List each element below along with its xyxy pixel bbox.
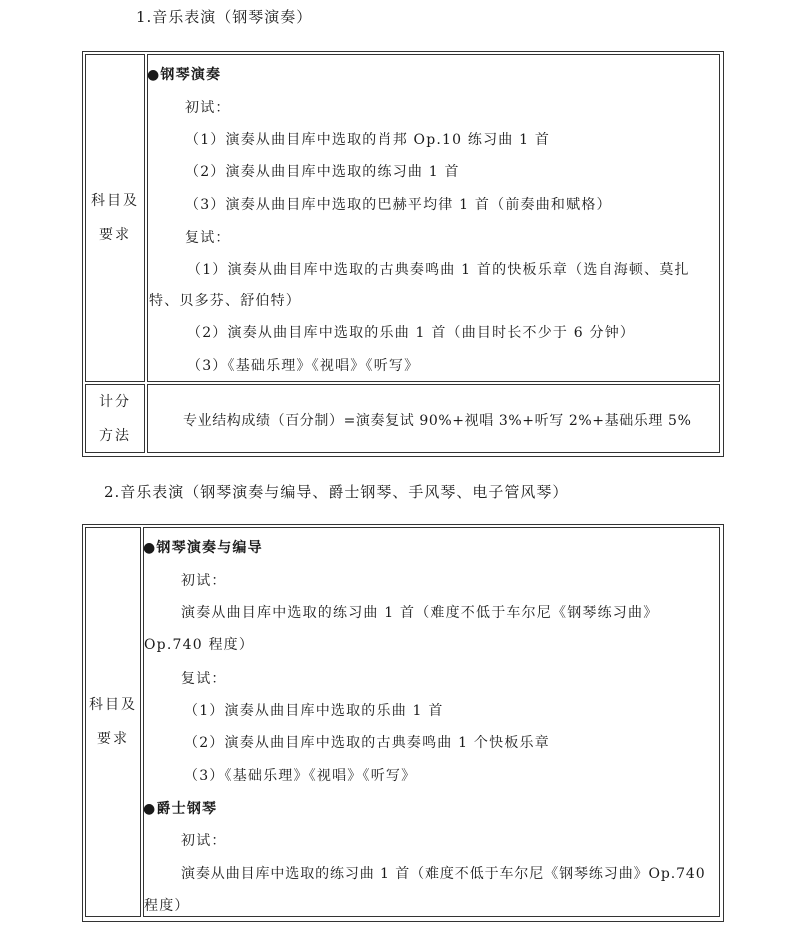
subject-content-cell	[143, 527, 720, 917]
section-1-heading: 1.音乐表演（钢琴演奏）	[136, 8, 313, 26]
score-label-cell	[85, 384, 145, 453]
requirement-item: 演奏从曲目库中选取的练习曲 1 首（难度不低于车尔尼《钢琴练习曲》Op.740	[181, 866, 706, 882]
preliminary-label: 初试：	[185, 100, 231, 116]
section-2-table	[82, 524, 724, 922]
requirement-item-continued: 特、贝多芬、舒伯特）	[149, 293, 301, 309]
requirement-item: （1）演奏从曲目库中选取的肖邦 Op.10 练习曲 1 首	[185, 132, 551, 148]
category-jazz-piano: ●爵士钢琴	[143, 801, 218, 817]
requirement-item-continued: 程度）	[144, 898, 190, 914]
category-piano-performance: ●钢琴演奏	[147, 67, 222, 83]
requirement-item: （2）演奏从曲目库中选取的乐曲 1 首（曲目时长不少于 6 分钟）	[187, 325, 636, 341]
requirement-item: （3）演奏从曲目库中选取的巴赫平均律 1 首（前奏曲和赋格）	[185, 197, 612, 213]
subject-label-line2: 要求	[99, 227, 131, 243]
preliminary-label: 初试：	[181, 833, 227, 849]
subject-label-line1: 科目及	[89, 697, 137, 713]
preliminary-label: 初试：	[181, 573, 227, 589]
score-method-text: 专业结构成绩（百分制）=演奏复试 90%+视唱 3%+听写 2%+基础乐理 5%	[183, 413, 692, 429]
subject-label-line1: 科目及	[91, 193, 139, 209]
category-piano-performance-direction: ●钢琴演奏与编导	[143, 540, 263, 556]
score-label-line1: 计分	[99, 393, 131, 410]
requirement-item: （1）演奏从曲目库中选取的乐曲 1 首	[184, 703, 444, 719]
score-label-line2: 方法	[99, 427, 131, 444]
requirement-item: （1）演奏从曲目库中选取的古典奏鸣曲 1 首的快板乐章（选自海顿、莫扎	[187, 262, 690, 278]
requirement-item: （3）《基础乐理》《视唱》《听写》	[184, 768, 417, 784]
retest-label: 复试：	[185, 230, 231, 246]
subject-label-cell	[85, 527, 141, 917]
subject-label-cell	[85, 54, 145, 382]
section-1-table	[82, 51, 724, 457]
requirement-item: 演奏从曲目库中选取的练习曲 1 首（难度不低于车尔尼《钢琴练习曲》	[181, 605, 659, 621]
requirement-item-continued: Op.740 程度）	[144, 637, 255, 653]
section-2-heading: 2.音乐表演（钢琴演奏与编导、爵士钢琴、手风琴、电子管风琴）	[104, 483, 569, 501]
subject-label-line2: 要求	[97, 731, 129, 747]
requirement-item: （2）演奏从曲目库中选取的古典奏鸣曲 1 个快板乐章	[184, 735, 550, 751]
requirement-item: （2）演奏从曲目库中选取的练习曲 1 首	[185, 164, 460, 180]
retest-label: 复试：	[181, 671, 227, 687]
requirement-item: （3）《基础乐理》《视唱》《听写》	[187, 358, 420, 374]
